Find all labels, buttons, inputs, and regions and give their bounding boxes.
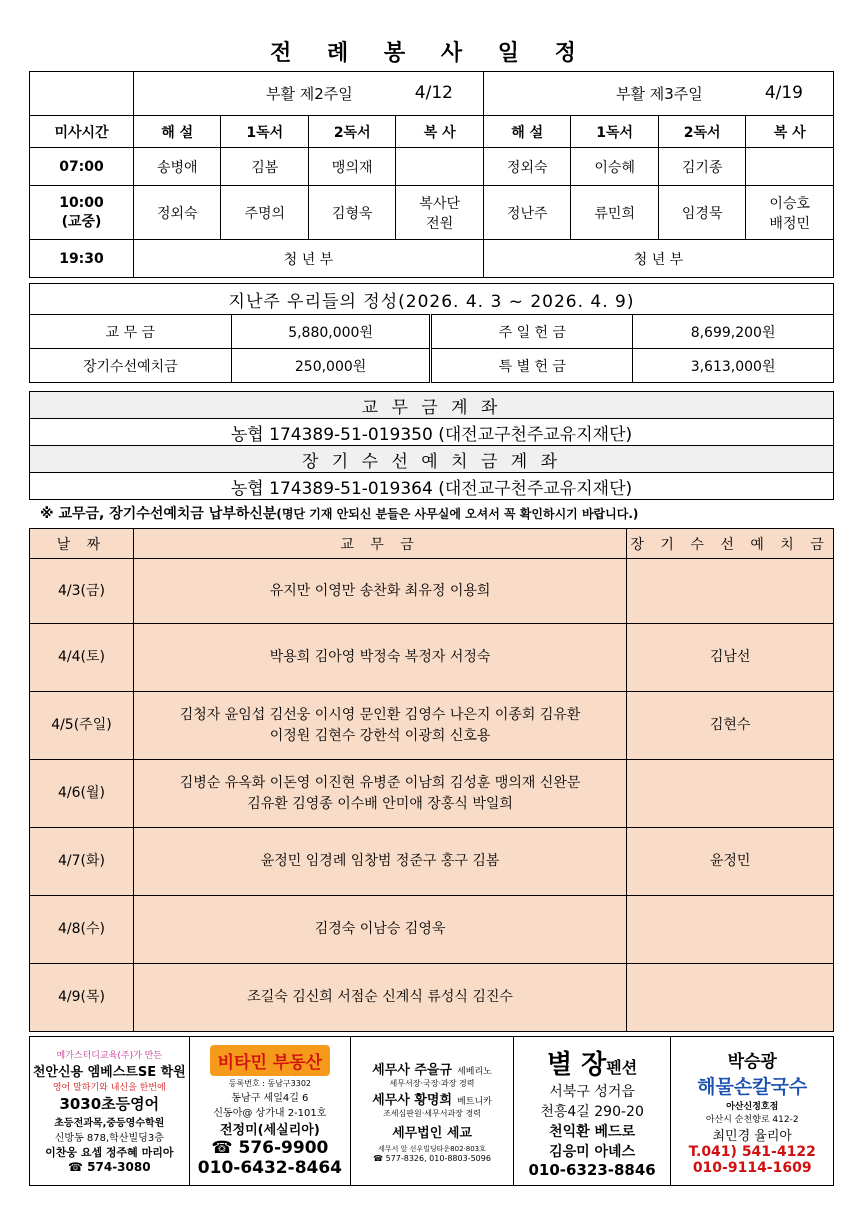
- list-date: 4/5(주일): [30, 692, 134, 760]
- schedule-cell: 정난주: [483, 186, 570, 240]
- schedule-cell: [396, 148, 484, 186]
- schedule-cell: 이승호 배정민: [746, 186, 834, 240]
- week2-header: 부활 제3주일 4/19: [483, 72, 833, 116]
- schedule-col-header: 해 설: [483, 116, 570, 148]
- list-names: 박용희 김아영 박정숙 복정자 서정숙: [133, 624, 626, 692]
- payment-list-table: [29, 528, 834, 1032]
- account-title: 장 기 수 선 예 치 금 계 좌: [30, 446, 834, 473]
- schedule-cell: 정외숙: [134, 186, 221, 240]
- ads-footer: [29, 1036, 834, 1186]
- schedule-col-header: 1독서: [221, 116, 308, 148]
- offering-label: 교 무 금: [30, 315, 232, 349]
- list-repair: 윤정민: [627, 828, 834, 896]
- schedule-col-header: 해 설: [134, 116, 221, 148]
- schedule-cell: 복사단 전원: [396, 186, 484, 240]
- list-names: 윤정민 임경례 임창범 정준구 홍구 김봄: [133, 828, 626, 896]
- table-row: [30, 624, 834, 692]
- schedule-col-header: 2독서: [308, 116, 395, 148]
- ad-realestate: 비타민 부동산 등록번호 : 동남구3302 동남구 세일4길 6 신동아@ 상가내 2-101호 전정미(세실리아) ☎ 576-9900 010-6432-8464: [190, 1037, 352, 1185]
- schedule-cell: 류민희: [571, 186, 658, 240]
- list-names: 김병순 유옥화 이돈영 이진현 유병준 이남희 김성훈 맹의재 신완문 김유환 김영종 이수배 안미애 장홍식 박일희: [133, 760, 626, 828]
- list-date: 4/3(금): [30, 559, 134, 624]
- list-date: 4/4(토): [30, 624, 134, 692]
- list-repair: [627, 896, 834, 964]
- account-number: 농협 174389-51-019364 (대전교구천주교유지재단): [30, 473, 834, 500]
- table-row: [30, 964, 834, 1032]
- offering-value: 3,613,000원: [633, 349, 834, 383]
- schedule-cell: 김형욱: [308, 186, 395, 240]
- ad-academy: 메가스터디교육(주)가 만든 천안신용 엠베스트SE 학원 영어 말하기와 내신을 한번에 3030초등영어 초등전과목,중등영수학원 신방동 878,학산빌딩3층 이찬웅 요셉 정주혜 마리아 ☎ 574-3080: [30, 1037, 190, 1185]
- list-repair: [627, 559, 834, 624]
- schedule-cell: 송병애: [134, 148, 221, 186]
- mass-time: 10:00 (교중): [30, 186, 134, 240]
- list-repair: [627, 760, 834, 828]
- schedule-col-header: 복 사: [746, 116, 834, 148]
- list-header-date: 날 짜: [30, 529, 134, 559]
- payment-note: ※ 교무금, 장기수선예치금 납부하신분(명단 기재 안되신 분들은 사무실에 오셔서 꼭 확인하시기 바랍니다.): [40, 506, 639, 522]
- schedule-cell: 이승혜: [571, 148, 658, 186]
- schedule-col-header: 2독서: [658, 116, 745, 148]
- schedule-col-header: 복 사: [396, 116, 484, 148]
- table-row: [30, 828, 834, 896]
- offering-title: 지난주 우리들의 정성(2026. 4. 3 ~ 2026. 4. 9): [30, 284, 834, 315]
- offering-value: 250,000원: [231, 349, 431, 383]
- table-row: [30, 559, 834, 624]
- schedule-col-header: 미사시간: [30, 116, 134, 148]
- ad-restaurant: 박승광 해물손칼국수 아산신정호점 아산시 순천향로 412-2 최민경 율리아 T.041) 541-4122 010-9114-1609: [688, 1051, 816, 1176]
- list-header-names: 교 무 금: [133, 529, 626, 559]
- offering-label: 특 별 헌 금: [431, 349, 633, 383]
- offering-label: 주 일 헌 금: [431, 315, 633, 349]
- schedule-col-header: 1독서: [571, 116, 658, 148]
- list-repair: 김현수: [627, 692, 834, 760]
- list-names: 김청자 윤임섭 김선웅 이시영 문인환 김영수 나은지 이종회 김유환 이정원 김현수 강한석 이광희 신호용: [133, 692, 626, 760]
- table-row: [30, 760, 834, 828]
- ad-pension: 별 장펜션 서북구 성거읍 천흥4길 290-20 천익환 베드로 김응미 아녜스 010-6323-8846: [514, 1037, 672, 1185]
- list-date: 4/8(수): [30, 896, 134, 964]
- account-number: 농협 174389-51-019350 (대전교구천주교유지재단): [30, 419, 834, 446]
- page-title: 전 례 봉 사 일 정: [270, 41, 590, 66]
- schedule-cell: 맹의재: [308, 148, 395, 186]
- list-names: 조길숙 김신희 서점순 신계식 류성식 김진수: [133, 964, 626, 1032]
- schedule-cell: [746, 148, 834, 186]
- list-names: 유지만 이영만 송찬화 최유정 이용희: [133, 559, 626, 624]
- list-date: 4/7(화): [30, 828, 134, 896]
- list-date: 4/6(월): [30, 760, 134, 828]
- week1-header: 부활 제2주일 4/12: [134, 72, 484, 116]
- evening-w1: 청 년 부: [134, 240, 484, 278]
- list-repair: [627, 964, 834, 1032]
- schedule-cell: 주명의: [221, 186, 308, 240]
- evening-time: 19:30: [30, 240, 134, 278]
- list-names: 김경숙 이남승 김영욱: [133, 896, 626, 964]
- list-header-repair: 장 기 수 선 예 치 금: [627, 529, 834, 559]
- schedule-cell: 김봄: [221, 148, 308, 186]
- schedule-cell: 정외숙: [483, 148, 570, 186]
- table-row: [30, 896, 834, 964]
- list-date: 4/9(목): [30, 964, 134, 1032]
- mass-time: 07:00: [30, 148, 134, 186]
- evening-w2: 청 년 부: [483, 240, 833, 278]
- schedule-cell: 임경묵: [658, 186, 745, 240]
- accounts-table: [29, 391, 834, 500]
- offering-value: 8,699,200원: [633, 315, 834, 349]
- schedule-cell: 김기종: [658, 148, 745, 186]
- account-title: 교 무 금 계 좌: [30, 392, 834, 419]
- ad-tax: 세무사 주을규 세베리노 세무서장·국장·과장 경력 세무사 황명희 베트니카 조세심판원·세무서과장 경력 세무법인 세교 세무서 앞 선우빌딩타운802·803호 ☎ 577-8326, 010-8803-5096: [351, 1037, 514, 1185]
- offering-label: 장기수선예치금: [30, 349, 232, 383]
- offering-table: [29, 283, 834, 383]
- table-row: [30, 692, 834, 760]
- schedule-table: [29, 71, 834, 278]
- offering-value: 5,880,000원: [231, 315, 431, 349]
- list-repair: 김남선: [627, 624, 834, 692]
